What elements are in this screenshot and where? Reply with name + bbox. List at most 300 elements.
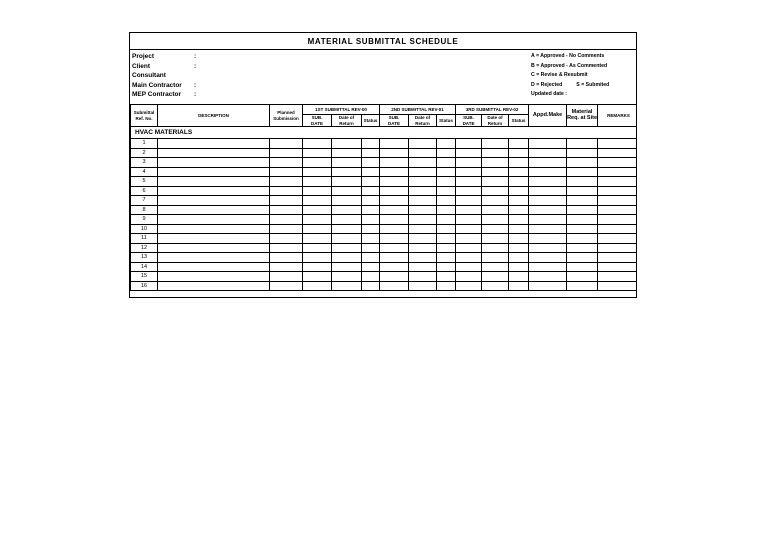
info-label: Project	[132, 53, 155, 60]
table-cell[interactable]	[303, 196, 332, 206]
table-cell[interactable]	[332, 272, 362, 282]
table-cell[interactable]	[509, 148, 529, 158]
legend-c: C = Revise & Resubmit	[531, 72, 588, 78]
legend-s: S = Submited	[576, 81, 610, 88]
table-cell[interactable]	[332, 262, 362, 272]
info-colon	[194, 71, 200, 81]
table-cell[interactable]	[482, 158, 509, 168]
table-cell[interactable]	[437, 148, 456, 158]
row-number: 5	[131, 177, 158, 187]
table-cell[interactable]	[409, 262, 437, 272]
table-cell[interactable]	[529, 262, 567, 272]
table-cell[interactable]	[598, 243, 637, 253]
table-cell[interactable]	[598, 234, 637, 244]
table-cell[interactable]	[380, 224, 409, 234]
table-cell[interactable]	[598, 177, 637, 187]
table-cell[interactable]	[158, 215, 270, 225]
table-cell[interactable]	[598, 253, 637, 263]
table-cell[interactable]	[270, 186, 303, 196]
table-cell[interactable]	[482, 205, 509, 215]
table-cell[interactable]	[529, 272, 567, 282]
row-number: 3	[131, 158, 158, 168]
table-cell[interactable]	[529, 215, 567, 225]
table-cell[interactable]	[362, 148, 380, 158]
table-cell[interactable]	[529, 234, 567, 244]
table-cell[interactable]	[437, 205, 456, 215]
table-row	[131, 186, 638, 196]
table-cell[interactable]	[529, 253, 567, 263]
row-number: 2	[131, 148, 158, 158]
info-row-project	[132, 52, 200, 62]
col-planned-submission: Planned Submission	[270, 105, 303, 127]
table-cell[interactable]	[482, 262, 509, 272]
table-cell[interactable]	[437, 253, 456, 263]
table-cell[interactable]	[509, 158, 529, 168]
table-cell[interactable]	[509, 139, 529, 149]
table-cell[interactable]	[456, 148, 482, 158]
table-cell[interactable]	[437, 272, 456, 282]
table-cell[interactable]	[437, 215, 456, 225]
status-legend	[531, 52, 609, 100]
info-colon: :	[194, 81, 197, 89]
table-cell[interactable]	[380, 167, 409, 177]
table-cell[interactable]	[456, 224, 482, 234]
col-sub-date	[380, 115, 409, 127]
table-cell[interactable]	[456, 243, 482, 253]
legend-d-s	[531, 81, 609, 91]
section-title: HVAC MATERIALS	[131, 127, 638, 139]
table-cell[interactable]	[362, 224, 380, 234]
submittal-sheet	[129, 32, 637, 298]
table-cell[interactable]	[380, 243, 409, 253]
submittal-table	[130, 104, 637, 291]
table-cell[interactable]	[567, 167, 598, 177]
date-label: DATE	[311, 120, 323, 126]
table-cell[interactable]	[598, 262, 637, 272]
table-row	[131, 281, 638, 291]
table-cell[interactable]	[158, 272, 270, 282]
info-label: Consultant	[132, 72, 166, 79]
table-cell[interactable]	[437, 167, 456, 177]
table-cell[interactable]	[437, 186, 456, 196]
section-row	[131, 127, 638, 139]
table-cell[interactable]	[362, 272, 380, 282]
table-cell[interactable]	[509, 253, 529, 263]
info-label: Client	[132, 62, 151, 70]
table-cell[interactable]	[158, 177, 270, 187]
table-cell[interactable]	[380, 177, 409, 187]
info-label: MEP Contractor	[132, 91, 181, 98]
table-cell[interactable]	[598, 205, 637, 215]
sub-label: SUB.	[311, 115, 323, 120]
table-row	[131, 253, 638, 263]
col-group-rev02: 3RD SUBMITTAL REV-02	[456, 105, 529, 115]
table-cell[interactable]	[509, 262, 529, 272]
table-cell[interactable]	[456, 281, 482, 291]
table-cell[interactable]	[567, 281, 598, 291]
table-cell[interactable]	[332, 281, 362, 291]
table-cell[interactable]	[158, 196, 270, 206]
row-number: 12	[131, 243, 158, 253]
table-cell[interactable]	[529, 243, 567, 253]
table-cell[interactable]	[270, 196, 303, 206]
table-cell[interactable]	[456, 177, 482, 187]
table-cell[interactable]	[567, 186, 598, 196]
row-number: 16	[131, 281, 158, 291]
row-number: 15	[131, 272, 158, 282]
table-cell[interactable]	[456, 167, 482, 177]
table-header	[131, 105, 638, 127]
info-colon: :	[194, 91, 197, 98]
table-cell[interactable]	[270, 177, 303, 187]
table-cell[interactable]	[409, 224, 437, 234]
table-cell[interactable]	[270, 243, 303, 253]
table-cell[interactable]	[380, 215, 409, 225]
table-cell[interactable]	[598, 272, 637, 282]
table-cell[interactable]	[332, 196, 362, 206]
date-label: DATE	[462, 120, 475, 126]
table-cell[interactable]	[482, 215, 509, 225]
table-cell[interactable]	[598, 139, 637, 149]
table-cell[interactable]	[158, 281, 270, 291]
col-date-of-return: Date of Return	[332, 115, 362, 127]
row-number: 1	[131, 139, 158, 149]
table-cell[interactable]	[332, 205, 362, 215]
col-submittal-ref: Submittal Ref. No.	[131, 105, 158, 127]
table-cell[interactable]	[362, 158, 380, 168]
table-cell[interactable]	[509, 243, 529, 253]
table-cell[interactable]	[362, 186, 380, 196]
table-cell[interactable]	[303, 281, 332, 291]
table-cell[interactable]	[380, 148, 409, 158]
table-cell[interactable]	[270, 205, 303, 215]
table-cell[interactable]	[158, 158, 270, 168]
table-cell[interactable]	[362, 253, 380, 263]
table-row	[131, 196, 638, 206]
table-cell[interactable]	[482, 243, 509, 253]
table-cell[interactable]	[380, 272, 409, 282]
table-cell[interactable]	[509, 196, 529, 206]
table-cell[interactable]	[409, 196, 437, 206]
table-cell[interactable]	[332, 139, 362, 149]
table-cell[interactable]	[332, 158, 362, 168]
table-cell[interactable]	[437, 139, 456, 149]
table-cell[interactable]	[509, 234, 529, 244]
table-cell[interactable]	[409, 167, 437, 177]
table-cell[interactable]	[482, 167, 509, 177]
table-cell[interactable]	[332, 243, 362, 253]
table-row	[131, 243, 638, 253]
table-cell[interactable]	[409, 281, 437, 291]
title-divider	[130, 49, 636, 50]
table-cell[interactable]	[332, 167, 362, 177]
table-cell[interactable]	[509, 272, 529, 282]
table-cell[interactable]	[529, 196, 567, 206]
table-cell[interactable]	[529, 148, 567, 158]
table-cell[interactable]	[598, 167, 637, 177]
table-cell[interactable]	[362, 281, 380, 291]
table-row	[131, 148, 638, 158]
table-cell[interactable]	[303, 243, 332, 253]
table-cell[interactable]	[567, 196, 598, 206]
table-cell[interactable]	[567, 262, 598, 272]
table-cell[interactable]	[529, 158, 567, 168]
table-cell[interactable]	[456, 272, 482, 282]
table-cell[interactable]	[529, 224, 567, 234]
table-cell[interactable]	[529, 205, 567, 215]
table-cell[interactable]	[303, 148, 332, 158]
table-cell[interactable]	[270, 234, 303, 244]
row-number: 11	[131, 234, 158, 244]
table-cell[interactable]	[270, 253, 303, 263]
table-cell[interactable]	[303, 177, 332, 187]
table-cell[interactable]	[437, 281, 456, 291]
table-cell[interactable]	[409, 253, 437, 263]
table-cell[interactable]	[409, 215, 437, 225]
legend-d: D = Rejected	[531, 81, 563, 88]
info-colon: :	[194, 62, 197, 70]
table-cell[interactable]	[482, 177, 509, 187]
date-label: DATE	[388, 120, 400, 126]
table-cell[interactable]	[332, 215, 362, 225]
table-cell[interactable]	[482, 186, 509, 196]
table-cell[interactable]	[380, 205, 409, 215]
table-cell[interactable]	[567, 139, 598, 149]
table-cell[interactable]	[482, 224, 509, 234]
table-cell[interactable]	[437, 196, 456, 206]
table-cell[interactable]	[158, 234, 270, 244]
table-cell[interactable]	[270, 272, 303, 282]
table-cell[interactable]	[456, 215, 482, 225]
table-cell[interactable]	[332, 234, 362, 244]
table-cell[interactable]	[409, 234, 437, 244]
table-cell[interactable]	[270, 158, 303, 168]
sub-label: SUB.	[388, 115, 400, 120]
table-cell[interactable]	[567, 148, 598, 158]
table-cell[interactable]	[303, 205, 332, 215]
table-cell[interactable]	[437, 262, 456, 272]
info-row-client	[132, 62, 200, 72]
table-cell[interactable]	[362, 139, 380, 149]
table-cell[interactable]	[332, 186, 362, 196]
table-cell[interactable]	[270, 262, 303, 272]
table-cell[interactable]	[303, 167, 332, 177]
table-cell[interactable]	[437, 243, 456, 253]
table-cell[interactable]	[362, 205, 380, 215]
table-cell[interactable]	[456, 205, 482, 215]
col-sub-date	[456, 115, 482, 127]
table-cell[interactable]	[409, 243, 437, 253]
table-cell[interactable]	[529, 177, 567, 187]
col-group-rev01: 2ND SUBMITTAL REV-01	[380, 105, 456, 115]
table-cell[interactable]	[303, 224, 332, 234]
table-cell[interactable]	[362, 196, 380, 206]
table-cell[interactable]	[509, 281, 529, 291]
table-cell[interactable]	[437, 177, 456, 187]
table-cell[interactable]	[409, 272, 437, 282]
col-status: Status	[509, 115, 529, 127]
table-cell[interactable]	[303, 186, 332, 196]
table-cell[interactable]	[529, 281, 567, 291]
col-group-rev00: 1ST SUBMITTAL REV-00	[303, 105, 380, 115]
table-cell[interactable]	[303, 158, 332, 168]
table-row	[131, 158, 638, 168]
table-cell[interactable]	[409, 186, 437, 196]
table-row	[131, 205, 638, 215]
table-cell[interactable]	[567, 253, 598, 263]
table-cell[interactable]	[380, 186, 409, 196]
table-cell[interactable]	[270, 215, 303, 225]
table-cell[interactable]	[598, 148, 637, 158]
table-cell[interactable]	[437, 158, 456, 168]
table-cell[interactable]	[529, 186, 567, 196]
table-row	[131, 139, 638, 149]
table-cell[interactable]	[380, 196, 409, 206]
table-row	[131, 215, 638, 225]
table-cell[interactable]	[456, 253, 482, 263]
table-cell[interactable]	[509, 215, 529, 225]
table-cell[interactable]	[456, 196, 482, 206]
table-cell[interactable]	[598, 196, 637, 206]
table-cell[interactable]	[567, 224, 598, 234]
table-cell[interactable]	[362, 167, 380, 177]
row-number: 14	[131, 262, 158, 272]
info-colon: :	[194, 53, 197, 60]
legend-a: A = Approved - No Comments	[531, 53, 605, 59]
table-cell[interactable]	[158, 253, 270, 263]
col-date-of-return: Date of Return	[409, 115, 437, 127]
table-cell[interactable]	[303, 215, 332, 225]
row-number: 7	[131, 196, 158, 206]
table-cell[interactable]	[598, 224, 637, 234]
table-body	[131, 127, 638, 291]
table-cell[interactable]	[456, 139, 482, 149]
table-cell[interactable]	[303, 262, 332, 272]
table-cell[interactable]	[270, 167, 303, 177]
col-status: Status	[437, 115, 456, 127]
col-appd-make: Appd.Make	[529, 105, 567, 127]
legend-updated-date: Updated date :	[531, 91, 568, 97]
table-cell[interactable]	[482, 148, 509, 158]
table-cell[interactable]	[380, 262, 409, 272]
table-cell[interactable]	[409, 139, 437, 149]
table-cell[interactable]	[437, 224, 456, 234]
table-cell[interactable]	[303, 234, 332, 244]
table-cell[interactable]	[303, 139, 332, 149]
table-cell[interactable]	[529, 167, 567, 177]
table-cell[interactable]	[482, 253, 509, 263]
table-cell[interactable]	[567, 272, 598, 282]
table-cell[interactable]	[509, 205, 529, 215]
table-cell[interactable]	[362, 215, 380, 225]
table-cell[interactable]	[303, 253, 332, 263]
table-cell[interactable]	[380, 139, 409, 149]
table-cell[interactable]	[270, 281, 303, 291]
table-cell[interactable]	[158, 205, 270, 215]
table-cell[interactable]	[598, 186, 637, 196]
table-cell[interactable]	[567, 215, 598, 225]
table-cell[interactable]	[158, 186, 270, 196]
table-cell[interactable]	[380, 253, 409, 263]
table-cell[interactable]	[409, 158, 437, 168]
table-cell[interactable]	[509, 186, 529, 196]
table-cell[interactable]	[598, 281, 637, 291]
row-number: 8	[131, 205, 158, 215]
table-cell[interactable]	[380, 234, 409, 244]
row-number: 9	[131, 215, 158, 225]
col-sub-date	[303, 115, 332, 127]
table-cell[interactable]	[567, 243, 598, 253]
table-cell[interactable]	[362, 262, 380, 272]
table-cell[interactable]	[409, 205, 437, 215]
table-cell[interactable]	[509, 224, 529, 234]
table-cell[interactable]	[598, 158, 637, 168]
table-cell[interactable]	[332, 224, 362, 234]
table-cell[interactable]	[158, 167, 270, 177]
table-cell[interactable]	[456, 234, 482, 244]
info-row-main-contractor	[132, 81, 200, 91]
table-row	[131, 177, 638, 187]
col-material-req: Material Req. at Site	[567, 105, 598, 127]
table-cell[interactable]	[158, 139, 270, 149]
table-cell[interactable]	[380, 158, 409, 168]
table-cell[interactable]	[456, 158, 482, 168]
table-cell[interactable]	[158, 243, 270, 253]
table-cell[interactable]	[332, 148, 362, 158]
col-remarks: REMARKS	[598, 105, 637, 127]
table-row	[131, 234, 638, 244]
table-cell[interactable]	[567, 177, 598, 187]
table-cell[interactable]	[158, 224, 270, 234]
table-cell[interactable]	[409, 148, 437, 158]
col-date-of-return: Date of Return	[482, 115, 509, 127]
table-cell[interactable]	[270, 148, 303, 158]
table-cell[interactable]	[332, 253, 362, 263]
table-cell[interactable]	[482, 139, 509, 149]
table-cell[interactable]	[509, 167, 529, 177]
row-number: 4	[131, 167, 158, 177]
table-cell[interactable]	[362, 234, 380, 244]
table-cell[interactable]	[380, 281, 409, 291]
table-cell[interactable]	[598, 215, 637, 225]
table-cell[interactable]	[437, 234, 456, 244]
table-cell[interactable]	[567, 158, 598, 168]
table-row	[131, 272, 638, 282]
table-cell[interactable]	[509, 177, 529, 187]
table-cell[interactable]	[158, 262, 270, 272]
table-cell[interactable]	[567, 205, 598, 215]
table-cell[interactable]	[482, 196, 509, 206]
table-cell[interactable]	[482, 281, 509, 291]
table-cell[interactable]	[332, 177, 362, 187]
table-cell[interactable]	[270, 224, 303, 234]
table-cell[interactable]	[362, 177, 380, 187]
table-cell[interactable]	[456, 262, 482, 272]
table-cell[interactable]	[303, 272, 332, 282]
table-cell[interactable]	[567, 234, 598, 244]
table-cell[interactable]	[482, 272, 509, 282]
table-row	[131, 224, 638, 234]
table-cell[interactable]	[482, 234, 509, 244]
info-row-mep-contractor	[132, 90, 200, 100]
table-cell[interactable]	[270, 139, 303, 149]
legend-b: B = Approved - As Commented	[531, 62, 608, 69]
table-cell[interactable]	[158, 148, 270, 158]
table-cell[interactable]	[529, 139, 567, 149]
table-cell[interactable]	[456, 186, 482, 196]
table-cell[interactable]	[362, 243, 380, 253]
table-cell[interactable]	[409, 177, 437, 187]
